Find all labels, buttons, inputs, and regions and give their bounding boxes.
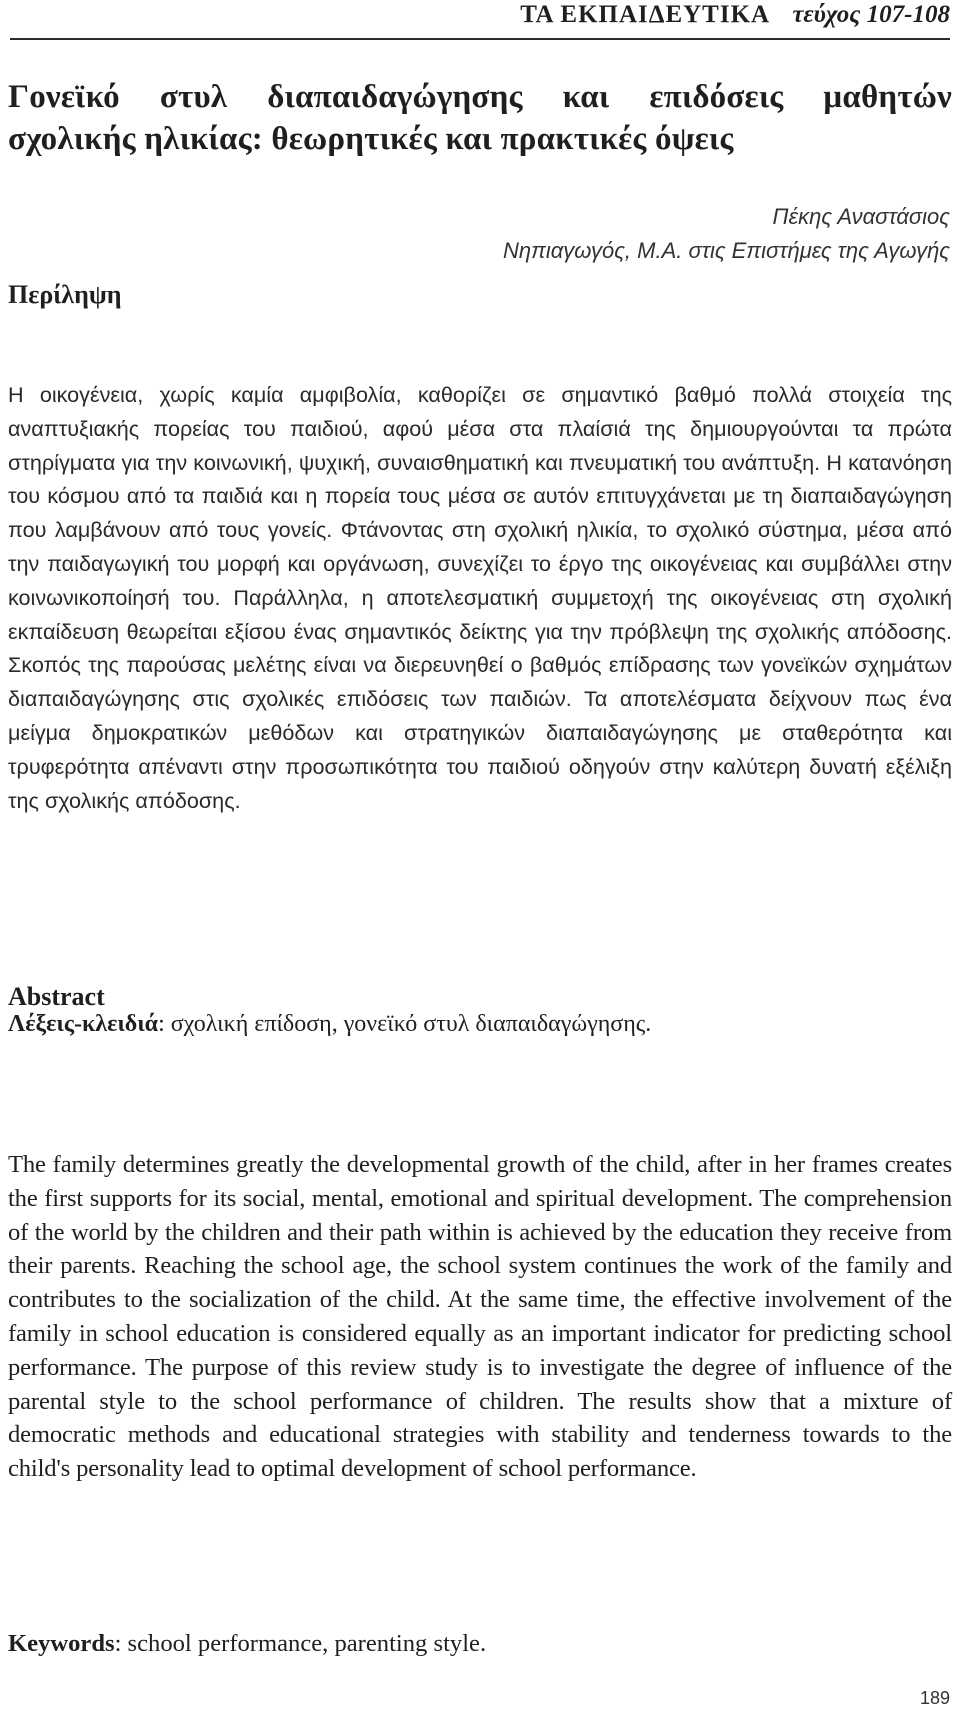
- issue-number: τεύχος 107-108: [792, 1, 950, 28]
- author-block: [503, 200, 950, 268]
- abstract-english-heading: Abstract: [8, 982, 105, 1011]
- journal-name: ΤΑ ΕΚΠΑΙΔΕΥΤΙΚΑ: [520, 1, 771, 28]
- abstract-greek-heading: Περίληψη: [8, 280, 122, 309]
- article-title: [8, 76, 952, 160]
- keywords-english: [8, 1627, 952, 1661]
- keywords-greek-label: Λέξεις-κλειδιά: [8, 1011, 159, 1037]
- abstract-english-text: The family determines greatly the developmental growth of the child, after in her frames creates the first supports for its social, mental, emotional and spiritual development. The comprehension of the world by the children and their path within is achieved by the education they receive from their parents. Reaching the school age, the school system continues the work of the family and contributes to the socialization of the child. At the same time, the effective involvement of the family in school education is considered equally as an important indicator for predicting school performance. The purpose of this review study is to investigate the degree of influence of the parental style to the school performance of children. The results show that a mixture of democratic methods and educational strategies with stability and tenderness towards to the child's personality lead to optimal development of school performance.: [8, 1151, 952, 1483]
- running-header: [10, 0, 950, 40]
- article-title-line1: Γονεϊκό στυλ διαπαιδαγώγησης και επιδόσεις μαθητών: [8, 79, 952, 115]
- author-name: Πέκης Αναστάσιος: [772, 204, 950, 229]
- abstract-greek-text: Η οικογένεια, χωρίς καμία αμφιβολία, καθορίζει σε σημαντικό βαθμό πολλά στοιχεία της αναπτυξιακής πορείας του παιδιού, αφού μέσα στα πλαίσιά της δημιουργούνται τα πρώτα στηρίγματα για την κοινωνική, ψυχική, συναισθηματική και πνευματική του ανάπτυξη. Η κατανόηση του κόσμου από τα παιδιά και η πορεία τους μέσα σε αυτόν επιτυγχάνεται με τη διαπαιδαγώγηση που λαμβάνουν από τους γονείς. Φτάνοντας στη σχολική ηλικία, το σχολικό σύστημα, μέσα από την παιδαγωγική του μορφή και οργάνωση, συνεχίζει το έργο της οικογένειας και συμβάλλει στην κοινωνικοποίησή του. Παράλληλα, η αποτελεσματική συμμετοχή της οικογένειας στη σχολική εκπαίδευση θεωρείται εξίσου ένας σημαντικός δείκτης για την πρόβλεψη της σχολικής απόδοσης. Σκοπός της παρούσας μελέτης είναι να διερευνηθεί ο βαθμός επίδρασης των γονεϊκών σχημάτων διαπαιδαγώγησης στις σχολικές επιδόσεις των παιδιών. Τα αποτελέσματα δείχνουν πως ένα μείγμα δημοκρατικών μεθόδων και στρατηγικών διαπαιδαγώγησης με σταθερότητα και τρυφερότητα απέναντι στην προσωπικότητα του παιδιού οδηγούν στην καλύτερη δυνατή εξέλιξη της σχολικής απόδοσης.: [8, 382, 952, 813]
- article-title-line2: σχολικής ηλικίας: θεωρητικές και πρακτικές όψεις: [8, 121, 734, 157]
- author-affiliation: Νηπιαγωγός, Μ.Α. στις Επιστήμες της Αγωγής: [502, 238, 950, 263]
- page-number: 189: [919, 1688, 950, 1708]
- keywords-greek: [8, 1007, 952, 1041]
- keywords-greek-values: : σχολική επίδοση, γονεϊκό στυλ διαπαιδαγώγησης.: [158, 1011, 652, 1037]
- keywords-english-values: : school performance, parenting style.: [114, 1630, 487, 1657]
- keywords-english-label: Keywords: [8, 1630, 115, 1657]
